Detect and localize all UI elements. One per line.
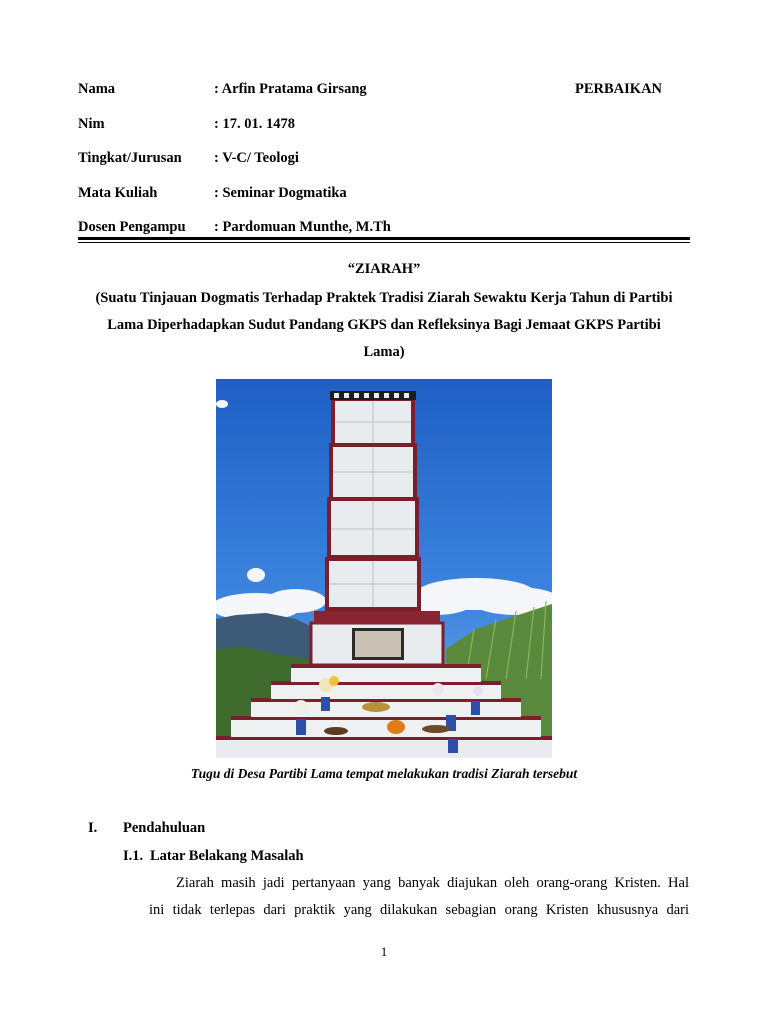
subsection-title: Latar Belakang Masalah [150, 848, 304, 864]
page-number: 1 [380, 944, 388, 959]
subtitle-line: Lama) [363, 344, 405, 360]
section-title: Pendahuluan [123, 820, 206, 836]
field-value: : V-C/ Teologi [214, 150, 299, 167]
field-label: Tingkat/Jurusan [78, 150, 182, 166]
field-value: : Seminar Dogmatika [214, 185, 347, 202]
subsection-number: I.1. [123, 848, 144, 864]
document-title: “ZIARAH” [347, 261, 421, 277]
subtitle-line: Lama Diperhadapkan Sudut Pandang GKPS dan Refleksinya Bagi Jemaat GKPS Partibi [107, 317, 661, 333]
section-number: I. [88, 820, 98, 836]
field-value: : 17. 01. 1478 [214, 116, 295, 133]
field-label: Dosen Pengampu [78, 219, 186, 235]
field-value: : Arfin Pratama Girsang [214, 81, 367, 98]
status-label: PERBAIKAN [575, 81, 663, 97]
header-divider-thick [78, 237, 690, 240]
figure-caption: Tugu di Desa Partibi Lama tempat melakukan tradisi Ziarah tersebut [190, 766, 578, 781]
field-label: Nim [78, 116, 105, 132]
header-divider-thin [78, 242, 690, 243]
document-subtitle [78, 285, 690, 366]
monument-photo [216, 379, 552, 758]
field-tingkat-jurusan [78, 150, 690, 172]
subtitle-line: (Suatu Tinjauan Dogmatis Terhadap Praktek Tradisi Ziarah Sewaktu Kerja Tahun di Partibi [95, 290, 673, 306]
paragraph-line: Ziarah masih jadi pertanyaan yang banyak diajukan oleh orang-orang Kristen. Hal [176, 875, 689, 891]
field-nim [78, 116, 690, 138]
field-label: Mata Kuliah [78, 185, 158, 201]
field-mata-kuliah [78, 185, 690, 207]
paragraph-line: ini tidak terlepas dari praktik yang dilakukan sebagian orang Kristen khususnya dari [149, 902, 689, 918]
monument-pillar [327, 391, 419, 609]
field-value: : Pardomuan Munthe, M.Th [214, 219, 391, 236]
field-label: Nama [78, 81, 116, 97]
